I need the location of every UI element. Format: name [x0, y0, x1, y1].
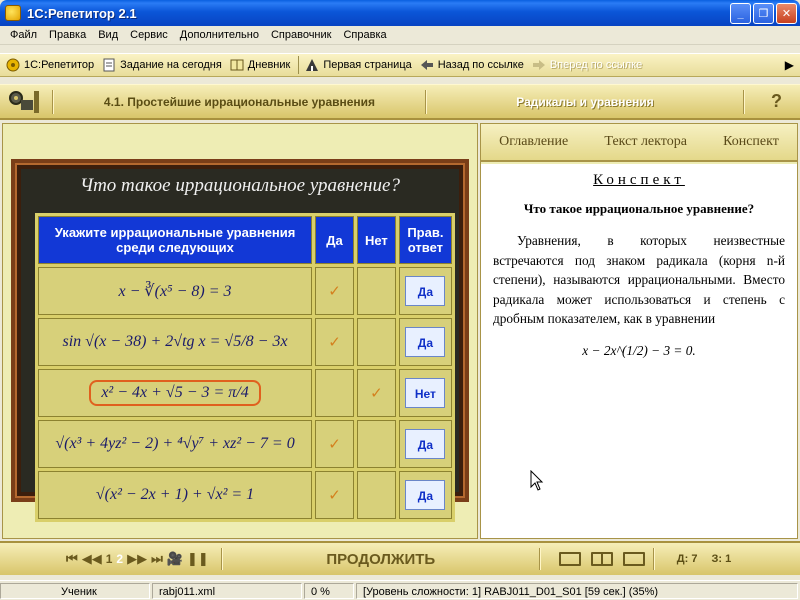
tab-lecturer-text[interactable]: Текст лектора [604, 134, 687, 149]
status-file: rabj011.xml [152, 583, 302, 599]
panel-tabs [481, 124, 797, 162]
continue-button[interactable]: ПРОДОЛЖИТЬ [326, 550, 436, 568]
toolbar-diary[interactable] [230, 58, 291, 72]
equation-cell: sin √(x − 38) + 2√tg x = √5/8 − 3x [38, 318, 312, 366]
score-z: З: 1 [711, 553, 732, 565]
yes-header: Да [315, 216, 354, 264]
menu-reference[interactable]: Справочник [270, 29, 332, 41]
bottom-navigation [0, 541, 800, 575]
view-notes-icon[interactable] [623, 552, 645, 566]
table-row [38, 369, 452, 417]
toolbar-separator [298, 56, 299, 74]
bottom-separator [221, 548, 223, 570]
equation-cell [38, 369, 312, 417]
toolbar-diary-label: Дневник [247, 59, 291, 71]
summary-subtitle: Что такое иррациональное уравнение? [523, 201, 755, 216]
toolbar [0, 53, 800, 77]
board-title: Что такое иррациональное уравнение? [80, 175, 400, 196]
no-checkbox[interactable] [357, 471, 396, 519]
film-logo-icon [4, 87, 44, 117]
tab-contents[interactable]: Оглавление [499, 134, 569, 149]
toolbar-task-label: Задание на сегодня [120, 59, 222, 71]
task-icon [102, 58, 116, 72]
table-row [38, 267, 452, 315]
toolbar-forward[interactable] [532, 58, 642, 72]
side-panel [480, 123, 798, 539]
view-single-icon[interactable] [559, 552, 581, 566]
question-header: Укажите иррациональные уравнения среди следующих [38, 216, 312, 264]
app-icon [5, 5, 21, 21]
answer-badge: Да [405, 429, 445, 459]
diary-icon [230, 58, 244, 72]
view-split-icon[interactable] [591, 552, 613, 566]
summary-paragraph: Уравнения, в которых неизвестные встречаются под знаком радикала (корня n-й степени), называются иррациональными. Вместо радикала может использоваться и степень с дробным показателем, как в уравнении [493, 233, 785, 326]
menu-file[interactable]: Файл [10, 29, 38, 41]
page-1-link[interactable]: 1 [105, 552, 113, 566]
toolbar-back-label: Назад по ссылке [437, 59, 524, 71]
header-separator [425, 90, 427, 114]
video-icon[interactable]: 🎥 [166, 551, 183, 566]
equation-cell: √(x² − 2x + 1) + √x² = 1 [38, 471, 312, 519]
answer-badge: Да [405, 480, 445, 510]
answer-cell [399, 471, 452, 519]
yes-checkbox[interactable]: ✓ [315, 318, 354, 366]
equation-cell: √(x³ + 4yz² − 2) + ⁴√y⁷ + xz² − 7 = 0 [38, 420, 312, 468]
toolbar-overflow-icon[interactable]: ▶ [784, 58, 794, 72]
answer-cell [399, 267, 452, 315]
lesson-title: 4.1. Простейшие иррациональные уравнения [103, 94, 376, 109]
rep-icon [6, 58, 20, 72]
mouse-pointer-icon [530, 470, 544, 492]
prev-page-icon[interactable]: ◀◀ [81, 551, 102, 566]
next-page-icon[interactable]: ▶▶ [127, 551, 148, 566]
toolbar-repetitor-label: 1С:Репетитор [24, 59, 95, 71]
toolbar-task[interactable] [102, 58, 222, 72]
answer-cell [399, 369, 452, 417]
back-arrow-icon [420, 58, 434, 72]
table-row [38, 420, 452, 468]
toolbar-back[interactable] [420, 58, 524, 72]
summary-content [481, 164, 797, 538]
home-icon [305, 58, 319, 72]
status-info: [Уровень сложности: 1] RABJ011_D01_S01 [59 сек.] (35%) [356, 583, 798, 599]
answer-cell [399, 318, 452, 366]
header-separator [52, 90, 54, 114]
yes-checkbox[interactable] [315, 369, 354, 417]
page-2-link[interactable]: 2 [116, 552, 124, 566]
chalkboard [11, 159, 469, 502]
window-title: 1С:Репетитор 2.1 [27, 5, 137, 21]
menu-extra[interactable]: Дополнительно [179, 29, 259, 41]
close-button[interactable]: ✕ [776, 3, 797, 24]
status-bar [0, 580, 800, 600]
score-d: Д: 7 [676, 553, 698, 565]
section-title: Радикалы и уравнения [516, 94, 654, 109]
toolbar-repetitor[interactable] [6, 58, 94, 72]
no-checkbox[interactable]: ✓ [357, 369, 396, 417]
status-percent: 0 % [304, 583, 354, 599]
no-checkbox[interactable] [357, 420, 396, 468]
toolbar-first-page[interactable] [305, 58, 411, 72]
pause-icon[interactable]: ❚❚ [186, 551, 209, 566]
no-checkbox[interactable] [357, 318, 396, 366]
question-table [35, 213, 455, 522]
header-separator [743, 90, 745, 114]
page-navigation [66, 551, 213, 567]
yes-checkbox[interactable]: ✓ [315, 420, 354, 468]
summary-formula: x − 2x^(1/2) − 3 = 0. [582, 342, 696, 358]
yes-checkbox[interactable]: ✓ [315, 471, 354, 519]
tab-summary[interactable]: Конспект [723, 134, 779, 149]
help-button[interactable]: ? [771, 91, 782, 111]
table-row [38, 471, 452, 519]
last-page-icon[interactable]: ⏭ [151, 551, 163, 566]
lesson-header [0, 84, 800, 120]
title-bar [0, 0, 800, 26]
first-page-icon[interactable]: ⏮ [66, 551, 78, 566]
menu-bar [0, 26, 800, 45]
answer-cell [399, 420, 452, 468]
yes-checkbox[interactable]: ✓ [315, 267, 354, 315]
table-row [38, 318, 452, 366]
minimize-button[interactable]: _ [730, 3, 751, 24]
answer-badge: Да [405, 276, 445, 306]
view-mode-buttons [559, 552, 645, 566]
no-checkbox[interactable] [357, 267, 396, 315]
bottom-separator [653, 548, 655, 570]
answer-badge: Нет [405, 378, 445, 408]
toolbar-forward-label: Вперед по ссылке [549, 59, 643, 71]
bottom-separator [539, 548, 541, 570]
menu-help[interactable]: Справка [343, 29, 387, 41]
window-controls [730, 3, 797, 24]
answer-header: Прав. ответ [399, 216, 452, 264]
menu-service[interactable]: Сервис [130, 29, 168, 41]
no-header: Нет [357, 216, 396, 264]
answer-badge: Да [405, 327, 445, 357]
equation-cell: x − ∛(x⁵ − 8) = 3 [38, 267, 312, 315]
menu-edit[interactable]: Правка [49, 29, 87, 41]
restore-button[interactable]: ❐ [753, 3, 774, 24]
toolbar-first-page-label: Первая страница [323, 59, 412, 71]
status-user: Ученик [0, 583, 150, 599]
menu-view[interactable]: Вид [98, 29, 119, 41]
summary-title: Конспект [593, 172, 685, 188]
highlighted-equation: x² − 4x + √5 − 3 = π/4 [89, 380, 260, 406]
lesson-panel [2, 123, 478, 539]
forward-arrow-icon [532, 58, 546, 72]
